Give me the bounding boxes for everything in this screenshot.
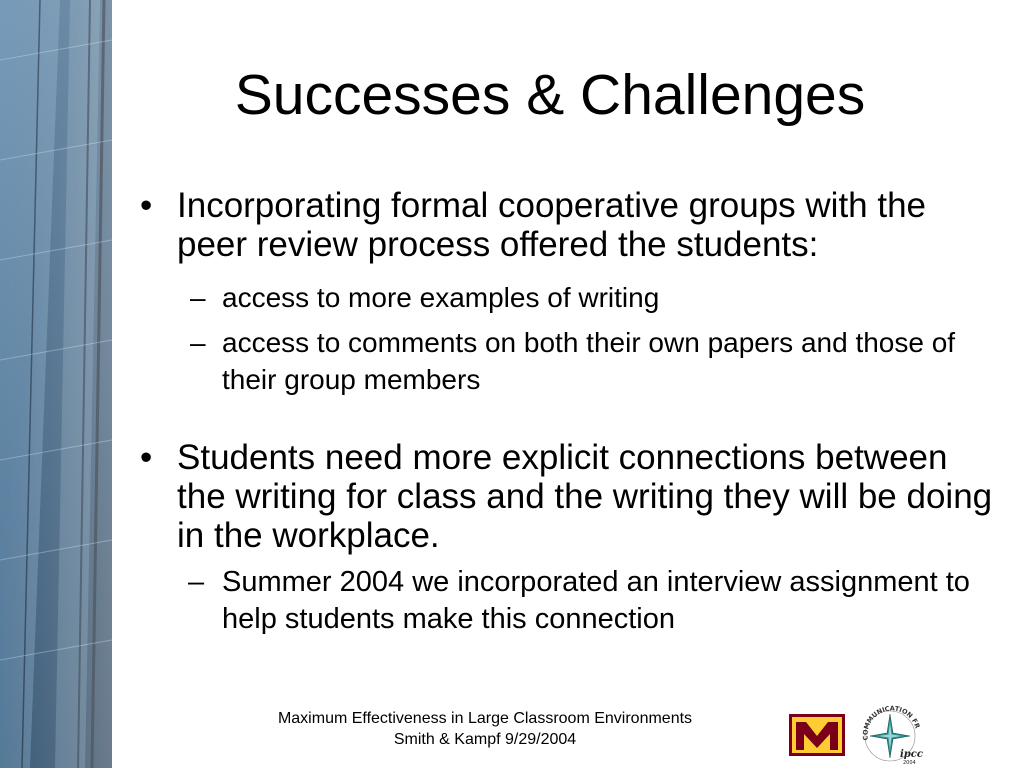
sub-bullet-text: access to comments on both their own papers and those of their group members — [222, 327, 956, 395]
bullet-text: Students need more explicit connections between the writing for class and the writing they will be doing in the workplace. — [177, 438, 993, 555]
sub-bullet-item — [140, 279, 1000, 316]
svg-text:2004: 2004 — [903, 760, 916, 766]
bullet-marker: • — [140, 438, 153, 477]
sub-bullet-text: access to more examples of writing — [222, 282, 660, 313]
sub-bullet-item — [140, 324, 1000, 398]
slide-footer — [215, 708, 755, 750]
bullet-text: Incorporating formal cooperative groups with the peer review process offered the students: — [177, 186, 927, 264]
slide-body — [140, 186, 1000, 638]
bullet-marker: • — [140, 186, 153, 225]
sub-bullet-marker: – — [188, 566, 205, 598]
sub-bullet-item — [140, 564, 1000, 638]
sub-bullet-marker: – — [190, 282, 206, 313]
sub-bullet-marker: – — [190, 327, 206, 358]
sub-bullet-text: Summer 2004 we incorporated an interview assignment to help students make this connection — [222, 566, 970, 635]
slide-title: Successes & Challenges — [234, 63, 866, 127]
ipcc-2004-logo — [856, 700, 924, 766]
decorative-building-photo — [0, 0, 112, 768]
footer-title: Maximum Effectiveness in Large Classroom Environments — [277, 710, 693, 727]
svg-text:COMMUNICATION FRONTIERS: COMMUNICATION FR — [861, 704, 922, 741]
university-m-logo — [789, 714, 845, 756]
bullet-item — [140, 438, 1000, 555]
svg-text:ipcc: ipcc — [900, 749, 923, 760]
footer-authors-date: Smith & Kampf 9/29/2004 — [393, 731, 577, 748]
bullet-item — [140, 186, 1000, 264]
